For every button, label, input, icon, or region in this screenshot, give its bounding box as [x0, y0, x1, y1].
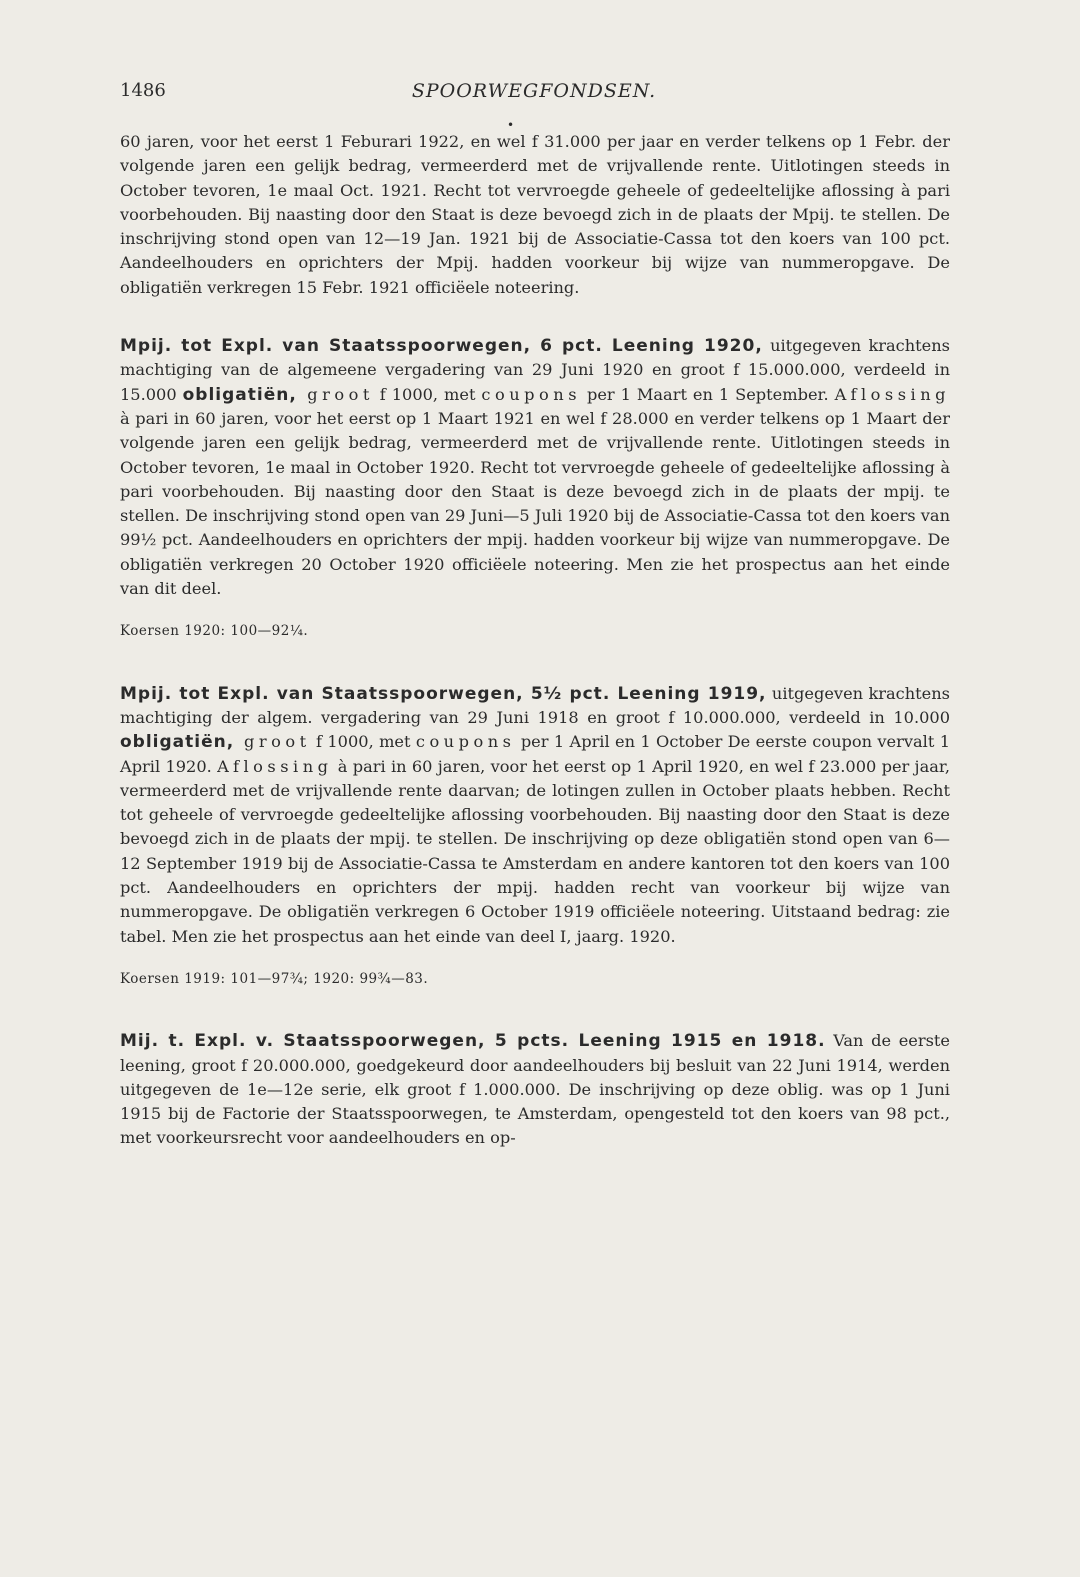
section-1915-paragraph: Mij. t. Expl. v. Staatsspoorwegen, 5 pcts. Leening 1915 en 1918. Van de eerste leening, groot f 20.000.000, goedgekeurd door aandeelhouders bij besluit van 22 Juni 1914, werden uitgegeven de 1e—12e serie, elk groot f 1.000.000. De inschrijving op deze oblig. was op 1 Juni 1915 bij de Factorie der Staatsspoorwegen, te Amsterdam, opengesteld tot den koers van 98 pct., met voorkeursrecht voor aandeelhouders en op- — [120, 1031, 950, 1148]
section-1920-koersen: Koersen 1920: 100—92¼. — [120, 623, 309, 640]
running-header — [120, 80, 948, 108]
section-1919-heading: Mpij. tot Expl. van Staatsspoorwegen, 5½ pct. Leening 1919, — [120, 683, 767, 704]
section-1920-heading: Mpij. tot Expl. van Staatsspoorwegen, 6 pct. Leening 1920, — [120, 336, 763, 357]
section-1919-koersen: Koersen 1919: 101—97¾; 1920: 99¾—83. — [120, 970, 429, 987]
section-1915-heading: Mij. t. Expl. v. Staatsspoorwegen, 5 pcts. Leening 1915 en 1918. — [120, 1031, 826, 1052]
page-body — [120, 130, 950, 1151]
intro-paragraph: 60 jaren, voor het eerst 1 Feburari 1922, en wel f 31.000 per jaar en verder telkens op 1 Febr. der volgende jaren een gelijk bedrag, vermeerderd met de vrijvallende rente. Uitlotingen steeds in October tevoren, 1e maal Oct. 1921. Recht tot vervroegde geheele of gedeeltelijke aflossing à pari voorbehouden. Bij naasting door den Staat is deze bevoegd zich in de plaats der Mpij. te stellen. De inschrijving stond open van 12—19 Jan. 1921 bij de Associatie-Cassa tot den koers van 100 pct. Aandeelhouders en oprichters der Mpij. hadden voorkeur bij wijze van nummeropgave. De obligatiën verkregen 15 Febr. 1921 officiëele noteering. — [120, 132, 950, 297]
section-1920-paragraph: Mpij. tot Expl. van Staatsspoorwegen, 6 pct. Leening 1920, uitgegeven krachtens machtiging van de algemeene vergadering van 29 Juni 1920 en groot f 15.000.000, verdeeld in 15.000 obligatiën, groot f 1000, met coupons per 1 Maart en 1 September. Aflossing à pari in 60 jaren, voor het eerst op 1 Maart 1921 en wel f 28.000 en verder telkens op 1 Maart der volgende jaren een gelijk bedrag, vermeerderd met de vrijvallende rente. Uitlotingen steeds in October tevoren, 1e maal in October 1920. Recht tot vervroegde geheele of gedeeltelijke aflossing à pari voorbehouden. Bij naasting door den Staat is deze bevoegd zich in de plaats der mpij. te stellen. De inschrijving stond open van 29 Juni—5 Juli 1920 bij de Associatie-Cassa tot den koers van 99½ pct. Aandeelhouders en oprichters der mpij. hadden voorkeur bij wijze van nummeropgave. De obligatiën verkregen 20 October 1920 officiëele noteering. Men zie het prospectus aan het einde van dit deel. — [120, 336, 950, 599]
running-title: SPOORWEGFONDSEN. — [411, 80, 657, 102]
page-number: 1486 — [120, 80, 166, 101]
ornament-mark: • — [507, 118, 515, 132]
section-1919-paragraph: Mpij. tot Expl. van Staatsspoorwegen, 5½ pct. Leening 1919, uitgegeven krachtens machtiging der algem. vergadering van 29 Juni 1918 en groot f 10.000.000, verdeeld in 10.000 obligatiën, groot f 1000, met coupons per 1 April en 1 October De eerste coupon vervalt 1 April 1920. Aflossing à pari in 60 jaren, voor het eerst op 1 April 1920, en wel f 23.000 per jaar, vermeerderd met de vrijvallende rente daarvan; de lotingen zullen in October plaats hebben. Recht tot geheele of vervroegde gedeeltelijke aflossing voorbehouden. Bij naasting door den Staat is deze bevoegd zich in de plaats der mpij. te stellen. De inschrijving op deze obligatiën stond open van 6—12 September 1919 bij de Associatie-Cassa te Amsterdam en andere kantoren tot den koers van 100 pct. Aandeelhouders en oprichters der mpij. hadden recht van voorkeur bij wijze van nummeropgave. De obligatiën verkregen 6 October 1919 officiëele noteering. Uitstaand bedrag: zie tabel. Men zie het prospectus aan het einde van deel I, jaarg. 1920. — [120, 683, 950, 946]
